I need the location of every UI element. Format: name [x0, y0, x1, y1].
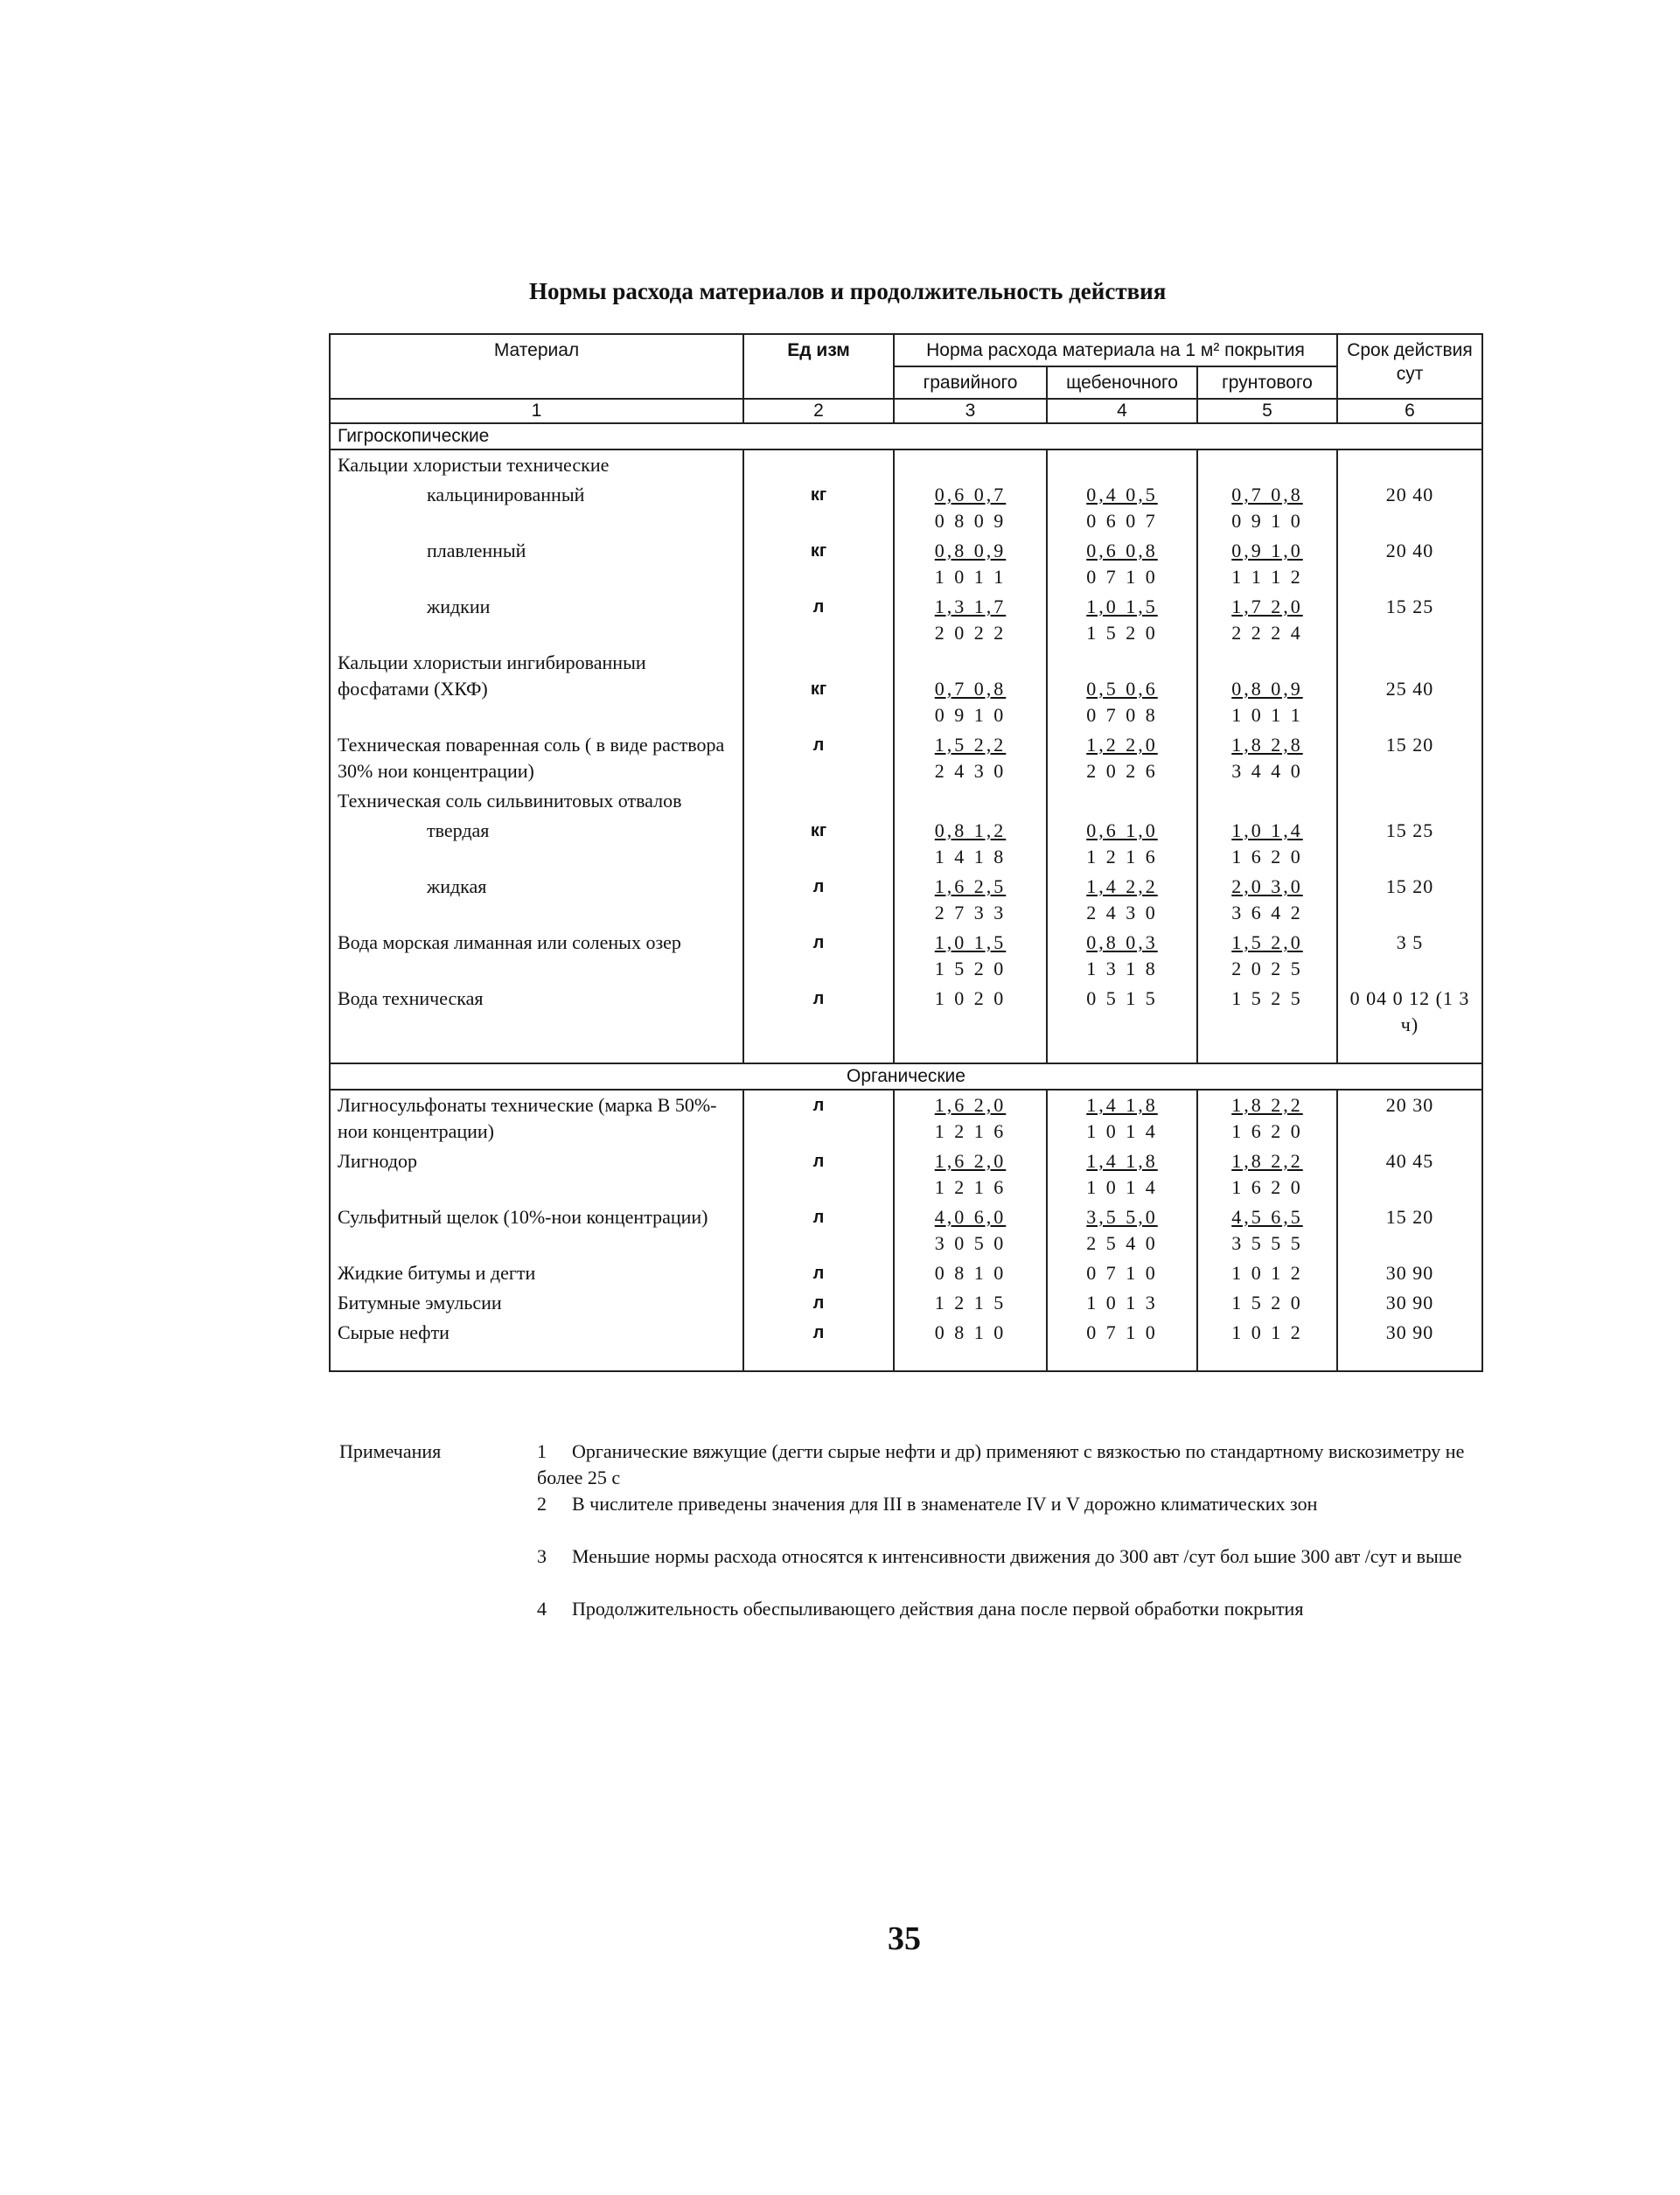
note-text: В числителе приведены значения для III в знаменателе IV и V дорожно климатических зон — [572, 1493, 1318, 1515]
table-spacer-row — [330, 1040, 1482, 1063]
unit-cell — [743, 1146, 894, 1202]
unit-cell — [743, 730, 894, 786]
material-cell — [330, 1146, 743, 1202]
srok-value: 20 40 — [1385, 484, 1434, 505]
norm-numerator: 0,6 0,8 — [1086, 540, 1158, 561]
srok-cell — [1337, 1090, 1482, 1146]
srok-cell — [1337, 449, 1482, 480]
norm-cell — [1197, 730, 1337, 786]
norm-numerator: 1,0 1,5 — [1086, 596, 1158, 617]
norm-numerator: 1,4 1,8 — [1086, 1150, 1158, 1172]
table-row — [330, 730, 1482, 786]
srok-value: 30 90 — [1385, 1321, 1434, 1343]
unit-cell — [743, 480, 894, 536]
norm-cell — [1197, 786, 1337, 816]
norm-denominator: 1 2 1 6 — [934, 1176, 1007, 1198]
norm-numerator: 0,4 0,5 — [1086, 484, 1158, 505]
srok-value: 3 5 — [1396, 931, 1424, 953]
note-number: 4 — [537, 1598, 547, 1620]
norm-numerator: 1,5 2,2 — [934, 734, 1007, 756]
unit-value: л — [812, 933, 825, 952]
col-number: 1 — [330, 399, 743, 423]
norm-cell — [1047, 1318, 1197, 1348]
norm-numerator: 1,8 2,8 — [1231, 734, 1303, 756]
spacer-cell — [894, 1040, 1047, 1063]
material-name: Вода техническая — [338, 987, 484, 1009]
unit-value: кг — [810, 821, 827, 840]
unit-value: кг — [810, 485, 827, 505]
section-row — [330, 1063, 1482, 1090]
norm-denominator: 1 6 2 0 — [1231, 1176, 1303, 1198]
srok-cell — [1337, 816, 1482, 872]
norm-denominator: 1 0 1 2 — [1231, 1321, 1303, 1343]
norm-denominator: 2 4 3 0 — [1086, 902, 1158, 923]
table-row — [330, 536, 1482, 592]
norm-denominator: 1 0 1 1 — [934, 566, 1007, 588]
norm-cell — [1197, 480, 1337, 536]
norm-numerator: 4,0 6,0 — [934, 1206, 1007, 1228]
header-material: Материал — [330, 334, 743, 399]
unit-value: л — [812, 1293, 825, 1313]
material-name: Вода морская лиманная или соленых озер — [338, 931, 681, 953]
norm-cell — [1047, 1202, 1197, 1258]
section-title-hygroscopic: Гигроскопические — [330, 423, 1482, 449]
norm-cell — [1047, 1288, 1197, 1318]
spacer-cell — [1197, 1040, 1337, 1063]
norm-denominator: 2 0 2 5 — [1231, 958, 1303, 979]
norm-numerator: 1,4 2,2 — [1086, 875, 1158, 897]
spacer-cell — [1197, 1348, 1337, 1371]
srok-value: 15 25 — [1385, 819, 1434, 841]
norm-denominator: 1 6 2 0 — [1231, 846, 1303, 868]
table-row — [330, 984, 1482, 1040]
unit-cell — [743, 648, 894, 730]
spacer-cell — [330, 1348, 743, 1371]
material-name: Техническая поваренная соль ( в виде раствора 30% нои концентрации) — [338, 734, 725, 782]
srok-cell — [1337, 592, 1482, 648]
page-number: 35 — [888, 1920, 921, 1957]
spacer-cell — [1047, 1040, 1197, 1063]
norm-denominator: 1 6 2 0 — [1231, 1120, 1303, 1142]
norm-cell — [1047, 1090, 1197, 1146]
norm-cell — [1197, 592, 1337, 648]
norm-numerator: 1,6 2,5 — [934, 875, 1007, 897]
srok-cell — [1337, 928, 1482, 984]
norm-cell — [894, 1202, 1047, 1258]
note-text: Продолжительность обеспыливающего действия дана после первой обработки покрытия — [572, 1598, 1304, 1620]
table-row — [330, 816, 1482, 872]
table-row — [330, 1318, 1482, 1348]
norm-numerator: 0,8 0,9 — [934, 540, 1007, 561]
srok-value: 15 20 — [1385, 875, 1434, 897]
norm-numerator: 1,0 1,5 — [934, 931, 1007, 953]
norm-numerator: 1,8 2,2 — [1231, 1150, 1303, 1172]
note-number: 3 — [537, 1545, 547, 1567]
material-name: Лигносульфонаты технические (марка В 50%-нои концентрации) — [338, 1094, 717, 1142]
header-gravel: гравийного — [894, 366, 1047, 399]
norm-denominator: 0 5 1 5 — [1086, 987, 1158, 1009]
header-srok: Срок действия сут — [1337, 334, 1482, 399]
table-spacer-row — [330, 1348, 1482, 1371]
norm-denominator: 0 9 1 0 — [1231, 510, 1303, 532]
norm-numerator: 1,4 1,8 — [1086, 1094, 1158, 1116]
norm-denominator: 1 0 1 2 — [1231, 1262, 1303, 1284]
unit-cell — [743, 816, 894, 872]
header-crushed: щебеночного — [1047, 366, 1197, 399]
norms-table-wrapper — [329, 333, 1481, 1372]
norm-denominator: 1 5 2 0 — [1231, 1292, 1303, 1314]
norm-cell — [1047, 816, 1197, 872]
header-ground: грунтового — [1197, 366, 1337, 399]
srok-cell — [1337, 1258, 1482, 1288]
norm-cell — [894, 592, 1047, 648]
norm-denominator: 0 9 1 0 — [934, 704, 1007, 726]
table-row — [330, 449, 1482, 480]
norm-cell — [1197, 1202, 1337, 1258]
table-row — [330, 1202, 1482, 1258]
norm-cell — [894, 536, 1047, 592]
srok-cell — [1337, 730, 1482, 786]
norm-denominator: 1 5 2 5 — [1231, 987, 1303, 1009]
norm-cell — [894, 1318, 1047, 1348]
norm-numerator: 0,5 0,6 — [1086, 678, 1158, 700]
material-name: Лигнодор — [338, 1150, 418, 1172]
norm-denominator: 2 2 2 4 — [1231, 622, 1303, 644]
material-name: Сырые нефти — [338, 1321, 450, 1343]
srok-value: 25 40 — [1385, 678, 1434, 700]
srok-cell — [1337, 536, 1482, 592]
material-cell — [330, 1202, 743, 1258]
norm-numerator: 1,0 1,4 — [1231, 819, 1303, 841]
table-row — [330, 1288, 1482, 1318]
note-text: Меньшие нормы расхода относятся к интенсивности движения до 300 авт /сут бол ьшие 300 авт /сут и выше — [572, 1545, 1462, 1567]
norm-cell — [1047, 786, 1197, 816]
norm-cell — [1047, 1258, 1197, 1288]
material-name: Битумные эмульсии — [338, 1292, 502, 1314]
norm-denominator: 3 5 5 5 — [1231, 1232, 1303, 1254]
note-number: 2 — [537, 1493, 547, 1515]
column-number-row — [330, 399, 1482, 423]
material-cell — [330, 592, 743, 648]
unit-value: л — [812, 877, 825, 896]
norm-denominator: 1 2 1 6 — [1086, 846, 1158, 868]
norm-denominator: 0 8 1 0 — [934, 1262, 1007, 1284]
norm-numerator: 0,8 0,9 — [1231, 678, 1303, 700]
norm-cell — [1197, 872, 1337, 928]
norm-cell — [1197, 816, 1337, 872]
spacer-cell — [1337, 1348, 1482, 1371]
norm-denominator: 2 7 3 3 — [934, 902, 1007, 923]
section-title-organic: Органические — [330, 1063, 1482, 1090]
material-name: жидкая — [427, 875, 487, 897]
unit-cell — [743, 1090, 894, 1146]
norm-cell — [1197, 928, 1337, 984]
note-item — [537, 1439, 1467, 1491]
norm-denominator: 1 0 1 4 — [1086, 1176, 1158, 1198]
srok-value: 40 45 — [1385, 1150, 1434, 1172]
norm-numerator: 0,8 1,2 — [934, 819, 1007, 841]
srok-cell — [1337, 984, 1482, 1040]
norm-numerator: 2,0 3,0 — [1231, 875, 1303, 897]
norm-cell — [1197, 648, 1337, 730]
srok-cell — [1337, 1318, 1482, 1348]
norm-denominator: 0 7 0 8 — [1086, 704, 1158, 726]
spacer-cell — [743, 1348, 894, 1371]
material-name: Сульфитный щелок (10%-нои концентрации) — [338, 1206, 708, 1228]
srok-value: 15 25 — [1385, 596, 1434, 617]
unit-cell — [743, 1202, 894, 1258]
srok-cell — [1337, 1202, 1482, 1258]
norm-cell — [1197, 1288, 1337, 1318]
material-cell — [330, 449, 743, 480]
material-name: кальцинированный — [427, 484, 585, 505]
norm-numerator: 0,9 1,0 — [1231, 540, 1303, 561]
norm-cell — [1047, 984, 1197, 1040]
norm-denominator: 1 5 2 0 — [934, 958, 1007, 979]
norm-cell — [1047, 449, 1197, 480]
table-row — [330, 648, 1482, 730]
norm-cell — [1047, 592, 1197, 648]
unit-value: кг — [810, 541, 827, 561]
unit-cell — [743, 1258, 894, 1288]
table-row — [330, 1258, 1482, 1288]
norm-cell — [1197, 1146, 1337, 1202]
norm-cell — [1047, 872, 1197, 928]
unit-value: л — [812, 989, 825, 1008]
page-title: Нормы расхода материалов и продолжительность действия — [529, 278, 1167, 304]
material-name: Техническая соль сильвинитовых отвалов — [338, 790, 682, 812]
note-text: Органические вяжущие (дегти сырые нефти и др) применяют с вязкостью по стандартному вискозиметру не более 25 с — [537, 1440, 1465, 1488]
norm-cell — [894, 730, 1047, 786]
material-name: Кальции хлористыи ингибированныи фосфатами (ХКФ) — [338, 652, 646, 700]
table-row — [330, 1090, 1482, 1146]
unit-value: л — [812, 1264, 825, 1283]
norm-cell — [1197, 449, 1337, 480]
norm-cell — [894, 1288, 1047, 1318]
unit-cell — [743, 928, 894, 984]
norm-numerator: 4,5 6,5 — [1231, 1206, 1303, 1228]
srok-cell — [1337, 1288, 1482, 1318]
norm-denominator: 2 5 4 0 — [1086, 1232, 1158, 1254]
material-cell — [330, 536, 743, 592]
material-name: жидкии — [427, 596, 491, 617]
norm-cell — [1047, 730, 1197, 786]
norm-denominator: 3 4 4 0 — [1231, 760, 1303, 782]
norm-cell — [1047, 648, 1197, 730]
norm-numerator: 0,7 0,8 — [1231, 484, 1303, 505]
table-row — [330, 1146, 1482, 1202]
norm-cell — [894, 984, 1047, 1040]
spacer-cell — [330, 1040, 743, 1063]
norm-numerator: 1,7 2,0 — [1231, 596, 1303, 617]
norm-cell — [1197, 984, 1337, 1040]
note-item — [537, 1596, 1467, 1622]
unit-cell — [743, 449, 894, 480]
srok-value: 15 20 — [1385, 734, 1434, 756]
norm-denominator: 3 0 5 0 — [934, 1232, 1007, 1254]
srok-value: 20 30 — [1385, 1094, 1434, 1116]
norm-denominator: 1 5 2 0 — [1086, 622, 1158, 644]
norm-denominator: 1 2 1 6 — [934, 1120, 1007, 1142]
material-cell — [330, 928, 743, 984]
note-item — [537, 1491, 1467, 1517]
section-row — [330, 423, 1482, 449]
norm-denominator: 0 8 0 9 — [934, 510, 1007, 532]
norm-cell — [1047, 480, 1197, 536]
srok-value: 30 90 — [1385, 1292, 1434, 1314]
srok-cell — [1337, 1146, 1482, 1202]
norm-numerator: 0,8 0,3 — [1086, 931, 1158, 953]
srok-value: 15 20 — [1385, 1206, 1434, 1228]
norm-denominator: 1 0 1 3 — [1086, 1292, 1158, 1314]
col-number: 2 — [743, 399, 894, 423]
norm-denominator: 0 7 1 0 — [1086, 566, 1158, 588]
material-cell — [330, 730, 743, 786]
norm-numerator: 1,6 2,0 — [934, 1094, 1007, 1116]
spacer-cell — [743, 1040, 894, 1063]
material-name: твердая — [427, 819, 490, 841]
norm-denominator: 1 3 1 8 — [1086, 958, 1158, 979]
norm-cell — [1197, 1318, 1337, 1348]
norm-numerator: 1,2 2,0 — [1086, 734, 1158, 756]
material-cell — [330, 1288, 743, 1318]
norm-denominator: 1 4 1 8 — [934, 846, 1007, 868]
unit-value: л — [812, 597, 825, 617]
norm-denominator: 1 0 1 4 — [1086, 1120, 1158, 1142]
norm-numerator: 0,7 0,8 — [934, 678, 1007, 700]
norm-cell — [894, 1258, 1047, 1288]
notes-label: Примечания — [339, 1440, 442, 1462]
srok-cell — [1337, 648, 1482, 730]
col-number: 5 — [1197, 399, 1337, 423]
unit-value: л — [812, 735, 825, 755]
table-row — [330, 928, 1482, 984]
norm-cell — [894, 449, 1047, 480]
norm-cell — [894, 1090, 1047, 1146]
material-name: Жидкие битумы и дегти — [338, 1262, 536, 1284]
norm-cell — [1197, 1258, 1337, 1288]
unit-value: л — [812, 1096, 825, 1115]
unit-cell — [743, 536, 894, 592]
norm-denominator: 3 6 4 2 — [1231, 902, 1303, 923]
norm-denominator: 1 1 1 2 — [1231, 566, 1303, 588]
col-number: 4 — [1047, 399, 1197, 423]
norm-cell — [894, 648, 1047, 730]
norm-numerator: 1,3 1,7 — [934, 596, 1007, 617]
material-cell — [330, 786, 743, 816]
norm-cell — [894, 928, 1047, 984]
unit-cell — [743, 984, 894, 1040]
norm-numerator: 0,6 1,0 — [1086, 819, 1158, 841]
norm-cell — [1197, 1090, 1337, 1146]
norm-denominator: 0 7 1 0 — [1086, 1262, 1158, 1284]
srok-value: 0 04 0 12 (1 3 ч) — [1349, 987, 1470, 1035]
material-cell — [330, 816, 743, 872]
material-cell — [330, 648, 743, 730]
unit-value: л — [812, 1152, 825, 1171]
norm-cell — [1047, 928, 1197, 984]
norm-numerator: 1,5 2,0 — [1231, 931, 1303, 953]
material-cell — [330, 984, 743, 1040]
unit-cell — [743, 592, 894, 648]
srok-cell — [1337, 480, 1482, 536]
unit-cell — [743, 1318, 894, 1348]
norm-denominator: 2 0 2 2 — [934, 622, 1007, 644]
norm-numerator: 0,6 0,7 — [934, 484, 1007, 505]
material-name: Кальции хлористыи технические — [338, 454, 610, 476]
srok-value: 30 90 — [1385, 1262, 1434, 1284]
norm-numerator: 1,6 2,0 — [934, 1150, 1007, 1172]
norm-denominator: 0 7 1 0 — [1086, 1321, 1158, 1343]
srok-cell — [1337, 872, 1482, 928]
srok-cell — [1337, 786, 1482, 816]
norm-denominator: 0 6 0 7 — [1086, 510, 1158, 532]
header-norm: Норма расхода материала на 1 м² покрытия — [894, 334, 1337, 366]
spacer-cell — [1337, 1040, 1482, 1063]
norms-table — [329, 333, 1483, 1372]
unit-cell — [743, 872, 894, 928]
unit-value: кг — [810, 679, 827, 699]
note-number: 1 — [537, 1440, 547, 1462]
norm-cell — [894, 480, 1047, 536]
header-unit: Ед изм — [743, 334, 894, 399]
material-cell — [330, 1090, 743, 1146]
spacer-cell — [894, 1348, 1047, 1371]
table-row — [330, 592, 1482, 648]
norm-cell — [1047, 1146, 1197, 1202]
norm-numerator: 3,5 5,0 — [1086, 1206, 1158, 1228]
norm-cell — [894, 786, 1047, 816]
table-row — [330, 872, 1482, 928]
norm-cell — [894, 1146, 1047, 1202]
norm-numerator: 1,8 2,2 — [1231, 1094, 1303, 1116]
norm-cell — [1197, 536, 1337, 592]
unit-cell — [743, 1288, 894, 1318]
norm-denominator: 2 0 2 6 — [1086, 760, 1158, 782]
norm-cell — [1047, 536, 1197, 592]
norm-denominator: 1 2 1 5 — [934, 1292, 1007, 1314]
col-number: 3 — [894, 399, 1047, 423]
norm-cell — [894, 816, 1047, 872]
table-row — [330, 480, 1482, 536]
material-cell — [330, 872, 743, 928]
note-item — [537, 1543, 1467, 1570]
material-cell — [330, 1258, 743, 1288]
spacer-cell — [1047, 1348, 1197, 1371]
norm-denominator: 2 4 3 0 — [934, 760, 1007, 782]
unit-value: л — [812, 1208, 825, 1227]
material-name: плавленный — [427, 540, 526, 561]
norm-denominator: 1 0 2 0 — [934, 987, 1007, 1009]
material-cell — [330, 1318, 743, 1348]
norm-cell — [894, 872, 1047, 928]
table-row — [330, 786, 1482, 816]
srok-value: 20 40 — [1385, 540, 1434, 561]
unit-cell — [743, 786, 894, 816]
col-number: 6 — [1337, 399, 1482, 423]
material-cell — [330, 480, 743, 536]
norm-denominator: 0 8 1 0 — [934, 1321, 1007, 1343]
norm-denominator: 1 0 1 1 — [1231, 704, 1303, 726]
unit-value: л — [812, 1323, 825, 1342]
